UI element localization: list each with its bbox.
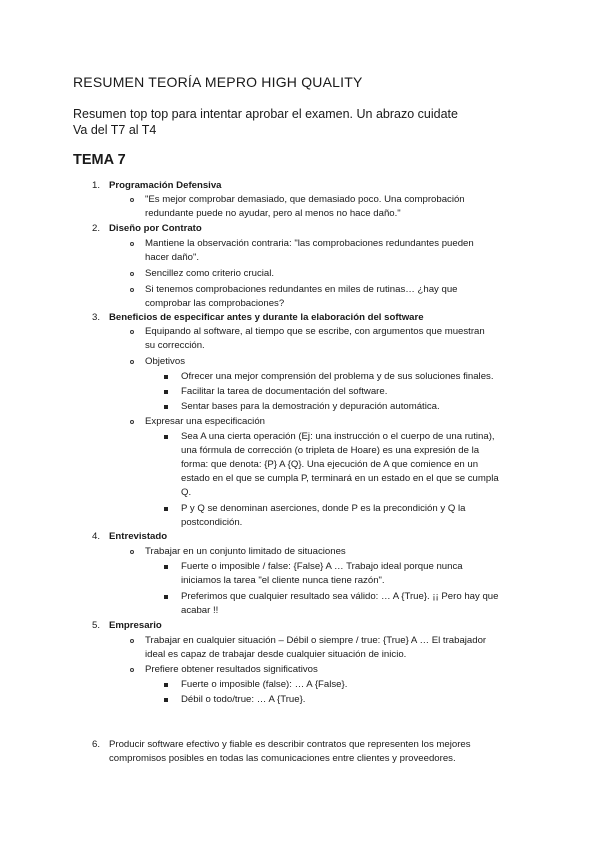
list-item: Expresar una especificación [145,416,265,427]
list-item: Sentar bases para la demostración y depuración automática. [181,401,440,412]
bullet-circle-icon [130,668,134,672]
list-item: Sea A una cierta operación (Ej: una instrucción o el cuerpo de una rutina), [181,431,495,442]
intro-text [73,106,458,138]
bullet-circle-icon [130,550,134,554]
intro-line: Resumen top top para intentar aprobar el examen. Un abrazo cuidate [73,107,458,121]
list-item: P y Q se denominan aserciones, donde P es la precondición y Q la [181,503,466,514]
list-item: forma: que denota: {P} A {Q}. Una ejecución de A que comience en un [181,459,479,470]
list-item: Producir software efectivo y fiable es describir contratos que representen los mejores [109,739,471,750]
bullet-circle-icon [130,288,134,292]
list-item: redundante puede no ayudar, pero al menos no hace daño." [145,208,401,219]
bullet-circle-icon [130,272,134,276]
bullet-square-icon [164,375,168,379]
bullet-circle-icon [130,198,134,202]
list-item: Sencillez como criterio crucial. [145,268,275,279]
list-item: iniciamos la tarea "el cliente nunca tiene razón". [181,575,385,586]
list-item: Trabajar en un conjunto limitado de situaciones [145,546,346,557]
list-item: Mantiene la observación contraria: "las comprobaciones redundantes pueden [145,238,474,249]
list-number: 5. [91,620,100,631]
topic-title: Entrevistado [109,531,168,542]
list-number: 4. [91,531,100,542]
list-item: Q. [181,487,192,498]
bullet-circle-icon [130,360,134,364]
list-item: Fuerte o imposible (false): … A {False}. [181,679,348,690]
list-item: Preferimos que cualquier resultado sea válido: … A {True}. ¡¡ Pero hay que [181,591,499,602]
bullet-square-icon [164,565,168,569]
topic-title: Diseño por Contrato [109,223,202,234]
list-item: "Es mejor comprobar demasiado, que demasiado poco. Una comprobación [145,194,465,205]
list-item: su corrección. [145,340,205,351]
bullet-circle-icon [130,330,134,334]
list-item: Trabajar en cualquier situación – Débil o siempre / true: {True} A … El trabajador [145,635,487,646]
bullet-circle-icon [130,639,134,643]
list-item: ideal es capaz de trabajar desde cualquier situación de inicio. [145,649,407,660]
list-number: 1. [91,180,100,191]
section-heading: TEMA 7 [73,152,126,168]
bullet-circle-icon [130,242,134,246]
list-number: 6. [91,739,100,750]
bullet-circle-icon [130,420,134,424]
list-item: postcondición. [181,517,243,528]
list-item: compromisos posibles en todas las comunicaciones entre clientes y proveedores. [109,753,456,764]
bullet-square-icon [164,683,168,687]
list-item: una fórmula de corrección (o tripleta de Hoare) es una expresión de la [181,445,480,456]
list-item: comprobar las comprobaciones? [145,298,285,309]
bullet-square-icon [164,405,168,409]
bullet-square-icon [164,435,168,439]
list-item: Equipando al software, al tiempo que se escribe, con argumentos que muestran [145,326,485,337]
list-number: 3. [91,312,100,323]
topic-title: Programación Defensiva [109,180,222,191]
list-item: Si tenemos comprobaciones redundantes en miles de rutinas… ¿hay que [145,284,458,295]
list-item: Fuerte o imposible / false: {False} A … Trabajo ideal porque nunca [181,561,463,572]
list-item: estado en el que se cumpla P, terminará en un estado en el que se cumpla [181,473,499,484]
document-title: RESUMEN TEORÍA MEPRO HIGH QUALITY [73,74,363,90]
list-item: acabar !! [181,605,219,616]
list-item: Objetivos [145,356,185,367]
list-item: Ofrecer una mejor comprensión del problema y de sus soluciones finales. [181,371,494,382]
topic-title: Empresario [109,620,162,631]
intro-line: Va del T7 al T4 [73,123,157,137]
list-item: hacer daño". [145,252,200,263]
bullet-square-icon [164,698,168,702]
bullet-square-icon [164,507,168,511]
topic-title: Beneficios de especificar antes y durante la elaboración del software [109,312,424,323]
list-item: Facilitar la tarea de documentación del software. [181,386,388,397]
bullet-square-icon [164,390,168,394]
list-item: Prefiere obtener resultados significativos [145,664,318,675]
list-item: Débil o todo/true: … A {True}. [181,694,306,705]
list-number: 2. [91,223,100,234]
bullet-square-icon [164,595,168,599]
